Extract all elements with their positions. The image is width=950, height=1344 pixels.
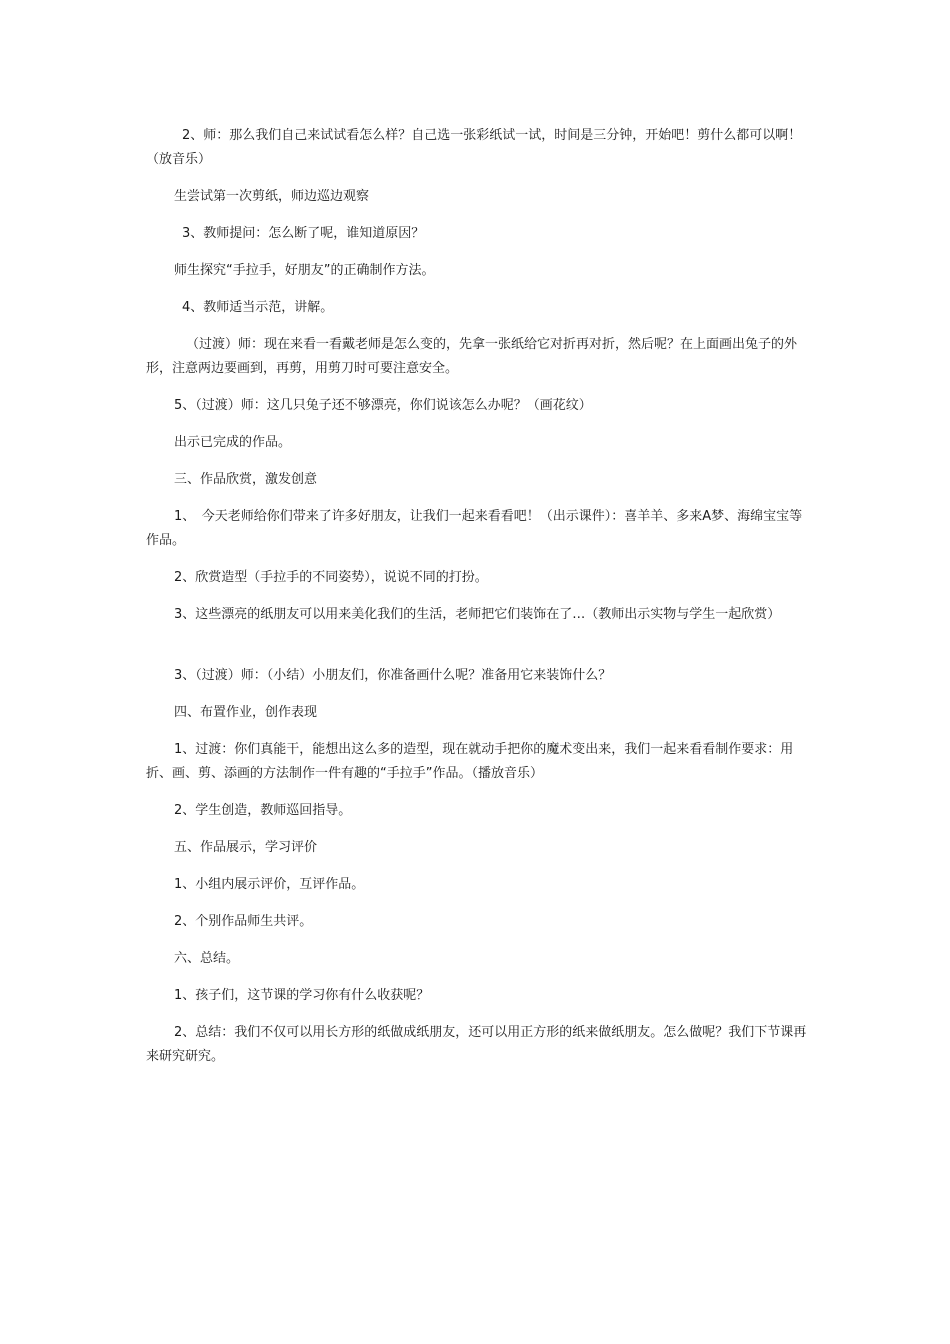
paragraph-4-demonstrate: 4、教师适当示范，讲解。 xyxy=(182,300,334,315)
paragraph-1-friends: 1、 今天老师给你们带来了许多好朋友，让我们一起来看看吧！（出示课件）：喜羊羊、多来A梦、海绵宝宝等作品。 xyxy=(146,509,803,548)
paragraph-5-transition: 5、（过渡）师：这几只兔子还不够漂亮，你们说该怎么办呢？（画花纹） xyxy=(174,398,592,413)
paragraph-3-teacher-question: 3、教师提问：怎么断了呢，谁知道原因？ xyxy=(182,226,425,241)
paragraph-2-teacher-try: 2、师：那么我们自己来试试看怎么样？自己选一张彩纸试一试，时间是三分钟，开始吧！剪什么都可以啊！ （放音乐） xyxy=(146,128,815,167)
section-heading-display: 五、作品展示，学习评价 xyxy=(174,840,318,855)
paragraph-2-conclusion: 2、总结：我们不仅可以用长方形的纸做成纸朋友，还可以用正方形的纸来做纸朋友。怎么做呢？我们下节课再来研究研究。 xyxy=(146,1025,807,1064)
paragraph-transition-rabbit: （过渡）师：现在来看一看戴老师是怎么变的，先拿一张纸给它对折再对折，然后呢？在上面画出兔子的外形，注意两边要画到，再剪，用剪刀时可要注意安全。 xyxy=(146,337,798,376)
paragraph-3-summary: 3、（过渡）师：（小结）小朋友们，你准备画什么呢？准备用它来装饰什么？ xyxy=(174,668,612,683)
paragraph-2-individual-review: 2、个别作品师生共评。 xyxy=(174,914,313,929)
paragraph-2-appreciate-shapes: 2、欣赏造型（手拉手的不同姿势），说说不同的打扮。 xyxy=(174,570,488,585)
section-heading-summary: 六、总结。 xyxy=(174,951,240,966)
paragraph-explore-method: 师生探究“手拉手，好朋友”的正确制作方法。 xyxy=(174,263,435,278)
paragraph-1-group-review: 1、小组内展示评价，互评作品。 xyxy=(174,877,365,892)
paragraph-1-what-learned: 1、孩子们，这节课的学习你有什么收获呢？ xyxy=(174,988,430,1003)
paragraph-3-decorate-life: 3、这些漂亮的纸朋友可以用来美化我们的生活，老师把它们装饰在了…（教师出示实物与学生一起欣赏） xyxy=(174,607,781,622)
paragraph-student-first-cut: 生尝试第一次剪纸，师边巡边观察 xyxy=(174,189,370,204)
section-heading-appreciation: 三、作品欣赏，激发创意 xyxy=(174,472,318,487)
paragraph-1-transition-make: 1、过渡：你们真能干，能想出这么多的造型，现在就动手把你的魔术变出来，我们一起来看看制作要求：用折、画、剪、添画的方法制作一件有趣的“手拉手”作品。（播放音乐） xyxy=(146,742,794,781)
paragraph-show-finished: 出示已完成的作品。 xyxy=(174,435,292,450)
section-heading-assignment: 四、布置作业，创作表现 xyxy=(174,705,318,720)
paragraph-2-students-create: 2、学生创造，教师巡回指导。 xyxy=(174,803,352,818)
